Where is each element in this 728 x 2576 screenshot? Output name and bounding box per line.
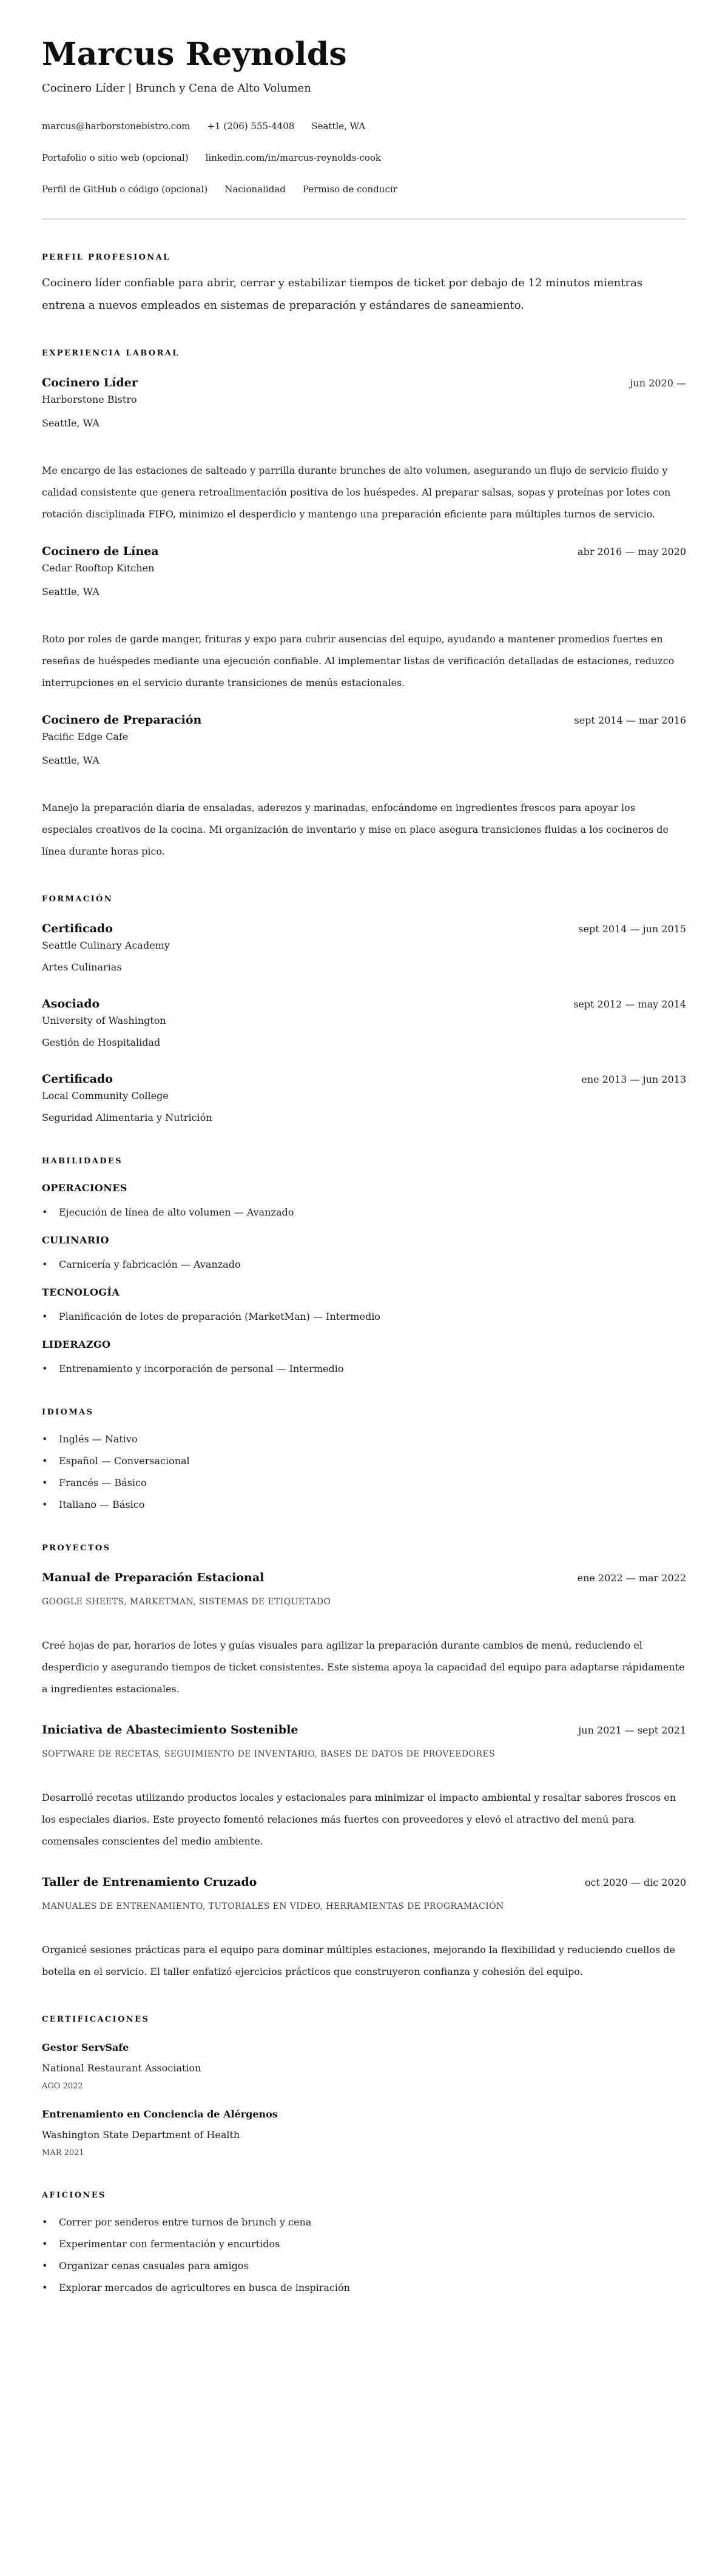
section-title: PROYECTOS: [42, 1544, 111, 1553]
contact-row: [42, 183, 686, 195]
project-dates: oct 2020 — dic 2020: [584, 1877, 686, 1888]
project-name: Manual de Preparación Estacional: [42, 1571, 265, 1584]
field-of-study: Seguridad Alimentaria y Nutrición: [42, 1112, 212, 1123]
education-dates: sept 2012 — may 2014: [573, 998, 686, 1010]
field-of-study: Gestión de Hospitalidad: [42, 1037, 161, 1048]
job-company: Harborstone Bistro: [42, 394, 137, 405]
skill-group: [42, 1286, 686, 1323]
candidate-headline: Cocinero Líder | Brunch y Cena de Alto Volumen: [42, 82, 311, 95]
experience-entry: [42, 375, 686, 525]
skill-item: • Entrenamiento y incorporación de personal — Intermedio: [42, 1362, 686, 1376]
certification-issuer: Washington State Department of Health: [42, 2129, 240, 2141]
school-name: Local Community College: [42, 1090, 169, 1101]
project-tech: MANUALES DE ENTRENAMIENTO, TUTORIALES EN VIDEO, HERRAMIENTAS DE PROGRAMACIÓN: [42, 1902, 504, 1911]
header-divider: [42, 218, 686, 220]
experience-entry: [42, 712, 686, 863]
language-item: • Español — Conversacional: [42, 1454, 686, 1468]
degree-title: Certificado: [42, 1072, 113, 1086]
project-description: Creé hojas de par, horarios de lotes y guías visuales para agilizar la preparación durante cambios de menú, reduciendo el desperdicio y asegurando tiempos de ticket consistentes. Este sistema apoya la capacidad del equipo para adaptarse rápidamente a ingredientes estacionales.: [42, 1639, 685, 1695]
skill-item: • Ejecución de línea de alto volumen — Avanzado: [42, 1206, 686, 1219]
skill-category: LIDERAZGO: [42, 1339, 111, 1350]
skills-section: [42, 1156, 686, 1376]
skill-category: OPERACIONES: [42, 1182, 127, 1194]
section-title: FORMACIÓN: [42, 895, 113, 904]
project-description: Desarrollé recetas utilizando productos locales y estacionales para minimizar el impacto ambiental y resaltar sabores frescos en los especiales diarios. Este proyecto fomentó relaciones más fuertes con proveedores y elevó el atractivo del menú para comensales conscientes del medio ambiente.: [42, 1792, 676, 1847]
resume-header: [42, 36, 686, 195]
education-entry: [42, 921, 686, 974]
experience-entry: [42, 543, 686, 694]
project-entry: [42, 1874, 686, 1983]
degree-title: Certificado: [42, 922, 113, 935]
contact-email[interactable]: marcus@harborstonebistro.com: [42, 121, 190, 132]
job-location: Seattle, WA: [42, 417, 99, 429]
skill-category: TECNOLOGÍA: [42, 1286, 120, 1298]
job-dates: sept 2014 — mar 2016: [574, 715, 686, 726]
school-name: University of Washington: [42, 1015, 166, 1026]
section-title: IDIOMAS: [42, 1408, 94, 1417]
candidate-name: Marcus Reynolds: [42, 36, 347, 73]
project-tech: SOFTWARE DE RECETAS, SEGUIMIENTO DE INVENTARIO, BASES DE DATOS DE PROVEEDORES: [42, 1749, 495, 1759]
skill-category: CULINARIO: [42, 1234, 109, 1246]
field-of-study: Artes Culinarias: [42, 961, 122, 973]
skill-group: [42, 1234, 686, 1271]
certification-entry: [42, 2041, 686, 2092]
project-name: Iniciativa de Abastecimiento Sostenible: [42, 1723, 298, 1737]
certifications-section: [42, 2014, 686, 2159]
job-description: Manejo la preparación diaria de ensaladas, aderezos y marinadas, enfocándome en ingredientes frescos para apoyar los especiales creativos de la cocina. Mi organización de inventario y mise en place asegura transiciones fluidas a los cocineros de línea durante horas pico.: [42, 802, 669, 857]
contact-portfolio[interactable]: Portafolio o sitio web (opcional): [42, 152, 189, 163]
languages-section: [42, 1407, 686, 1512]
language-item: • Inglés — Nativo: [42, 1433, 686, 1446]
section-title: PERFIL PROFESIONAL: [42, 253, 170, 262]
job-location: Seattle, WA: [42, 586, 99, 597]
section-title: CERTIFICACIONES: [42, 2015, 150, 2024]
job-title: Cocinero Líder: [42, 376, 138, 389]
hobby-item: • Explorar mercados de agricultores en busca de inspiración: [42, 2281, 686, 2295]
job-location: Seattle, WA: [42, 755, 99, 766]
project-name: Taller de Entrenamiento Cruzado: [42, 1875, 257, 1889]
hobby-item: • Organizar cenas casuales para amigos: [42, 2259, 686, 2273]
contact-linkedin[interactable]: linkedin.com/in/marcus-reynolds-cook: [205, 152, 381, 163]
language-item: • Francés — Básico: [42, 1476, 686, 1490]
education-entry: [42, 1071, 686, 1125]
summary-text: Cocinero líder confiable para abrir, cerrar y estabilizar tiempos de ticket por debajo de 12 minutos mientras entrena a nuevos empleados en sistemas de preparación y estándares de saneamiento.: [42, 277, 643, 312]
contact-nationality: Nacionalidad: [224, 184, 286, 195]
skill-item: • Planificación de lotes de preparación (MarketMan) — Intermedio: [42, 1310, 686, 1323]
project-entry: [42, 1570, 686, 1700]
certification-name: Entrenamiento en Conciencia de Alérgenos: [42, 2108, 278, 2120]
certification-name: Gestor ServSafe: [42, 2042, 129, 2053]
hobby-item: • Experimentar con fermentación y encurtidos: [42, 2238, 686, 2251]
job-description: Roto por roles de garde manger, frituras y expo para cubrir ausencias del equipo, ayudando a mantener promedios fuertes en reseñas de huéspedes mediante una ejecución confiable. Al implementar listas de verificación detalladas de estaciones, reduzco interrupciones en el servicio durante transiciones de menús estacionales.: [42, 633, 675, 688]
experience-section: [42, 348, 686, 863]
job-title: Cocinero de Preparación: [42, 713, 202, 727]
contact-github[interactable]: Perfil de GitHub o código (opcional): [42, 184, 208, 195]
job-description: Me encargo de las estaciones de salteado y parrilla durante brunches de alto volumen, asegurando un flujo de servicio fluido y calidad consistente que genera retroalimentación positiva de los huéspedes. Al preparar salsas, sopas y proteínas por lotes con rotación disciplinada FIFO, minimizo el desperdicio y mantengo una preparación eficiente para múltiples turnos de servicio.: [42, 465, 671, 520]
certification-date: MAR 2021: [42, 2148, 84, 2157]
hobbies-section: [42, 2190, 686, 2295]
section-title: AFICIONES: [42, 2191, 106, 2200]
skill-group: [42, 1338, 686, 1376]
section-title: EXPERIENCIA LABORAL: [42, 349, 180, 358]
contact-location: Seattle, WA: [311, 121, 366, 132]
summary-section: [42, 252, 686, 317]
project-tech: GOOGLE SHEETS, MARKETMAN, SISTEMAS DE ETIQUETADO: [42, 1597, 331, 1607]
job-company: Pacific Edge Cafe: [42, 731, 129, 742]
project-dates: jun 2021 — sept 2021: [578, 1724, 686, 1736]
hobby-item: • Correr por senderos entre turnos de brunch y cena: [42, 2216, 686, 2229]
certification-entry: [42, 2108, 686, 2159]
job-dates: abr 2016 — may 2020: [578, 546, 686, 557]
job-dates: jun 2020 —: [630, 377, 686, 389]
certification-date: AGO 2022: [42, 2082, 83, 2091]
contact-drivers-license: Permiso de conducir: [302, 184, 397, 195]
job-company: Cedar Rooftop Kitchen: [42, 562, 155, 574]
certification-issuer: National Restaurant Association: [42, 2062, 201, 2074]
school-name: Seattle Culinary Academy: [42, 940, 170, 951]
job-title: Cocinero de Línea: [42, 545, 159, 558]
education-dates: ene 2013 — jun 2013: [581, 1074, 686, 1085]
project-description: Organicé sesiones prácticas para el equipo para dominar múltiples estaciones, mejorando la flexibilidad y reduciendo cuellos de botella en el servicio. El taller enfatizó ejercicios prácticos que construyeron confianza y cohesión del equipo.: [42, 1944, 675, 1977]
projects-section: [42, 1543, 686, 1983]
skill-item: • Carnicería y fabricación — Avanzado: [42, 1258, 686, 1271]
education-dates: sept 2014 — jun 2015: [578, 923, 686, 935]
language-item: • Italiano — Básico: [42, 1498, 686, 1512]
degree-title: Asociado: [42, 997, 100, 1011]
skill-group: [42, 1182, 686, 1219]
project-entry: [42, 1722, 686, 1852]
section-title: HABILIDADES: [42, 1157, 123, 1166]
education-entry: [42, 996, 686, 1049]
education-section: [42, 894, 686, 1125]
contact-row: [42, 120, 686, 132]
project-dates: ene 2022 — mar 2022: [577, 1572, 686, 1584]
contact-row: [42, 152, 686, 164]
contact-phone[interactable]: +1 (206) 555-4408: [207, 121, 295, 132]
